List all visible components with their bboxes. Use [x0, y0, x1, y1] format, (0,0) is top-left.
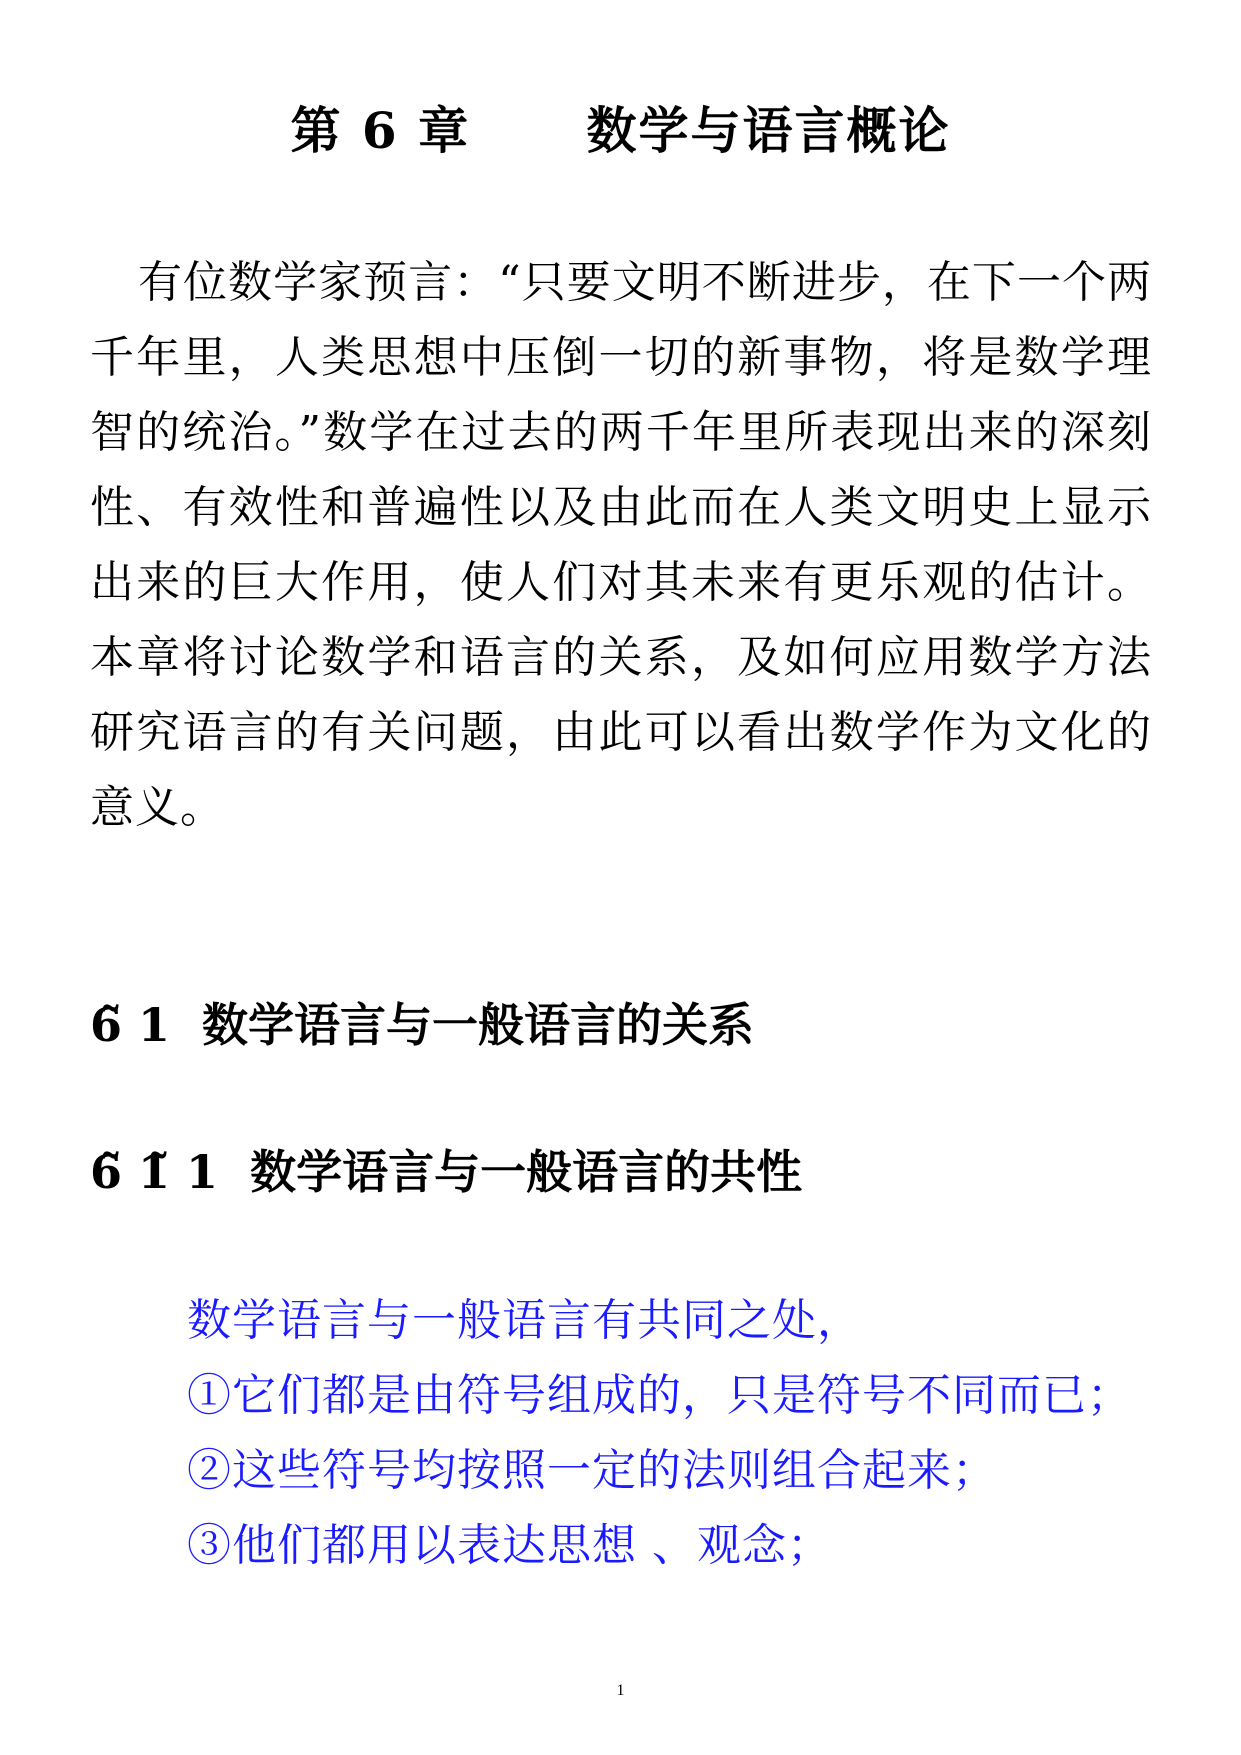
commonalities-intro: 数学语言与一般语言有共同之处，: [187, 1295, 862, 1346]
page-number: 1: [616, 1682, 625, 1699]
commonality-item-2: ②这些符号均按照一定的法则组合起来；: [187, 1445, 997, 1496]
section-heading-6-1: 6̃ 1 数学语言与一般语言的关系: [90, 998, 755, 1052]
commonality-item-1: ①它们都是由符号组成的，只是符号不同而已；: [187, 1370, 1132, 1421]
chapter-title: 第 6 章 数学与语言概论: [290, 101, 951, 160]
commonalities-block: [90, 1283, 1152, 1583]
commonality-item-3: ③他们都用以表达思想 、观念；: [187, 1520, 832, 1571]
intro-paragraph: 有位数学家预言：“只要文明不断进步，在下一个两千年里，人类思想中压倒一切的新事物，将是数学理智的统治。”数学在过去的两千年里所表现出来的深刻性、有效性和普遍性以及由此而在人类文明史上显示出来的巨大作用，使人们对其未来有更乐观的估计。本章将讨论数学和语言的关系，及如何应用数学方法研究语言的有关问题，由此可以看出数学作为文化的意义。: [90, 257, 1152, 833]
subsection-heading-6-1-1: 6̃ 1̃ 1 数学语言与一般语言的共性: [90, 1145, 803, 1199]
